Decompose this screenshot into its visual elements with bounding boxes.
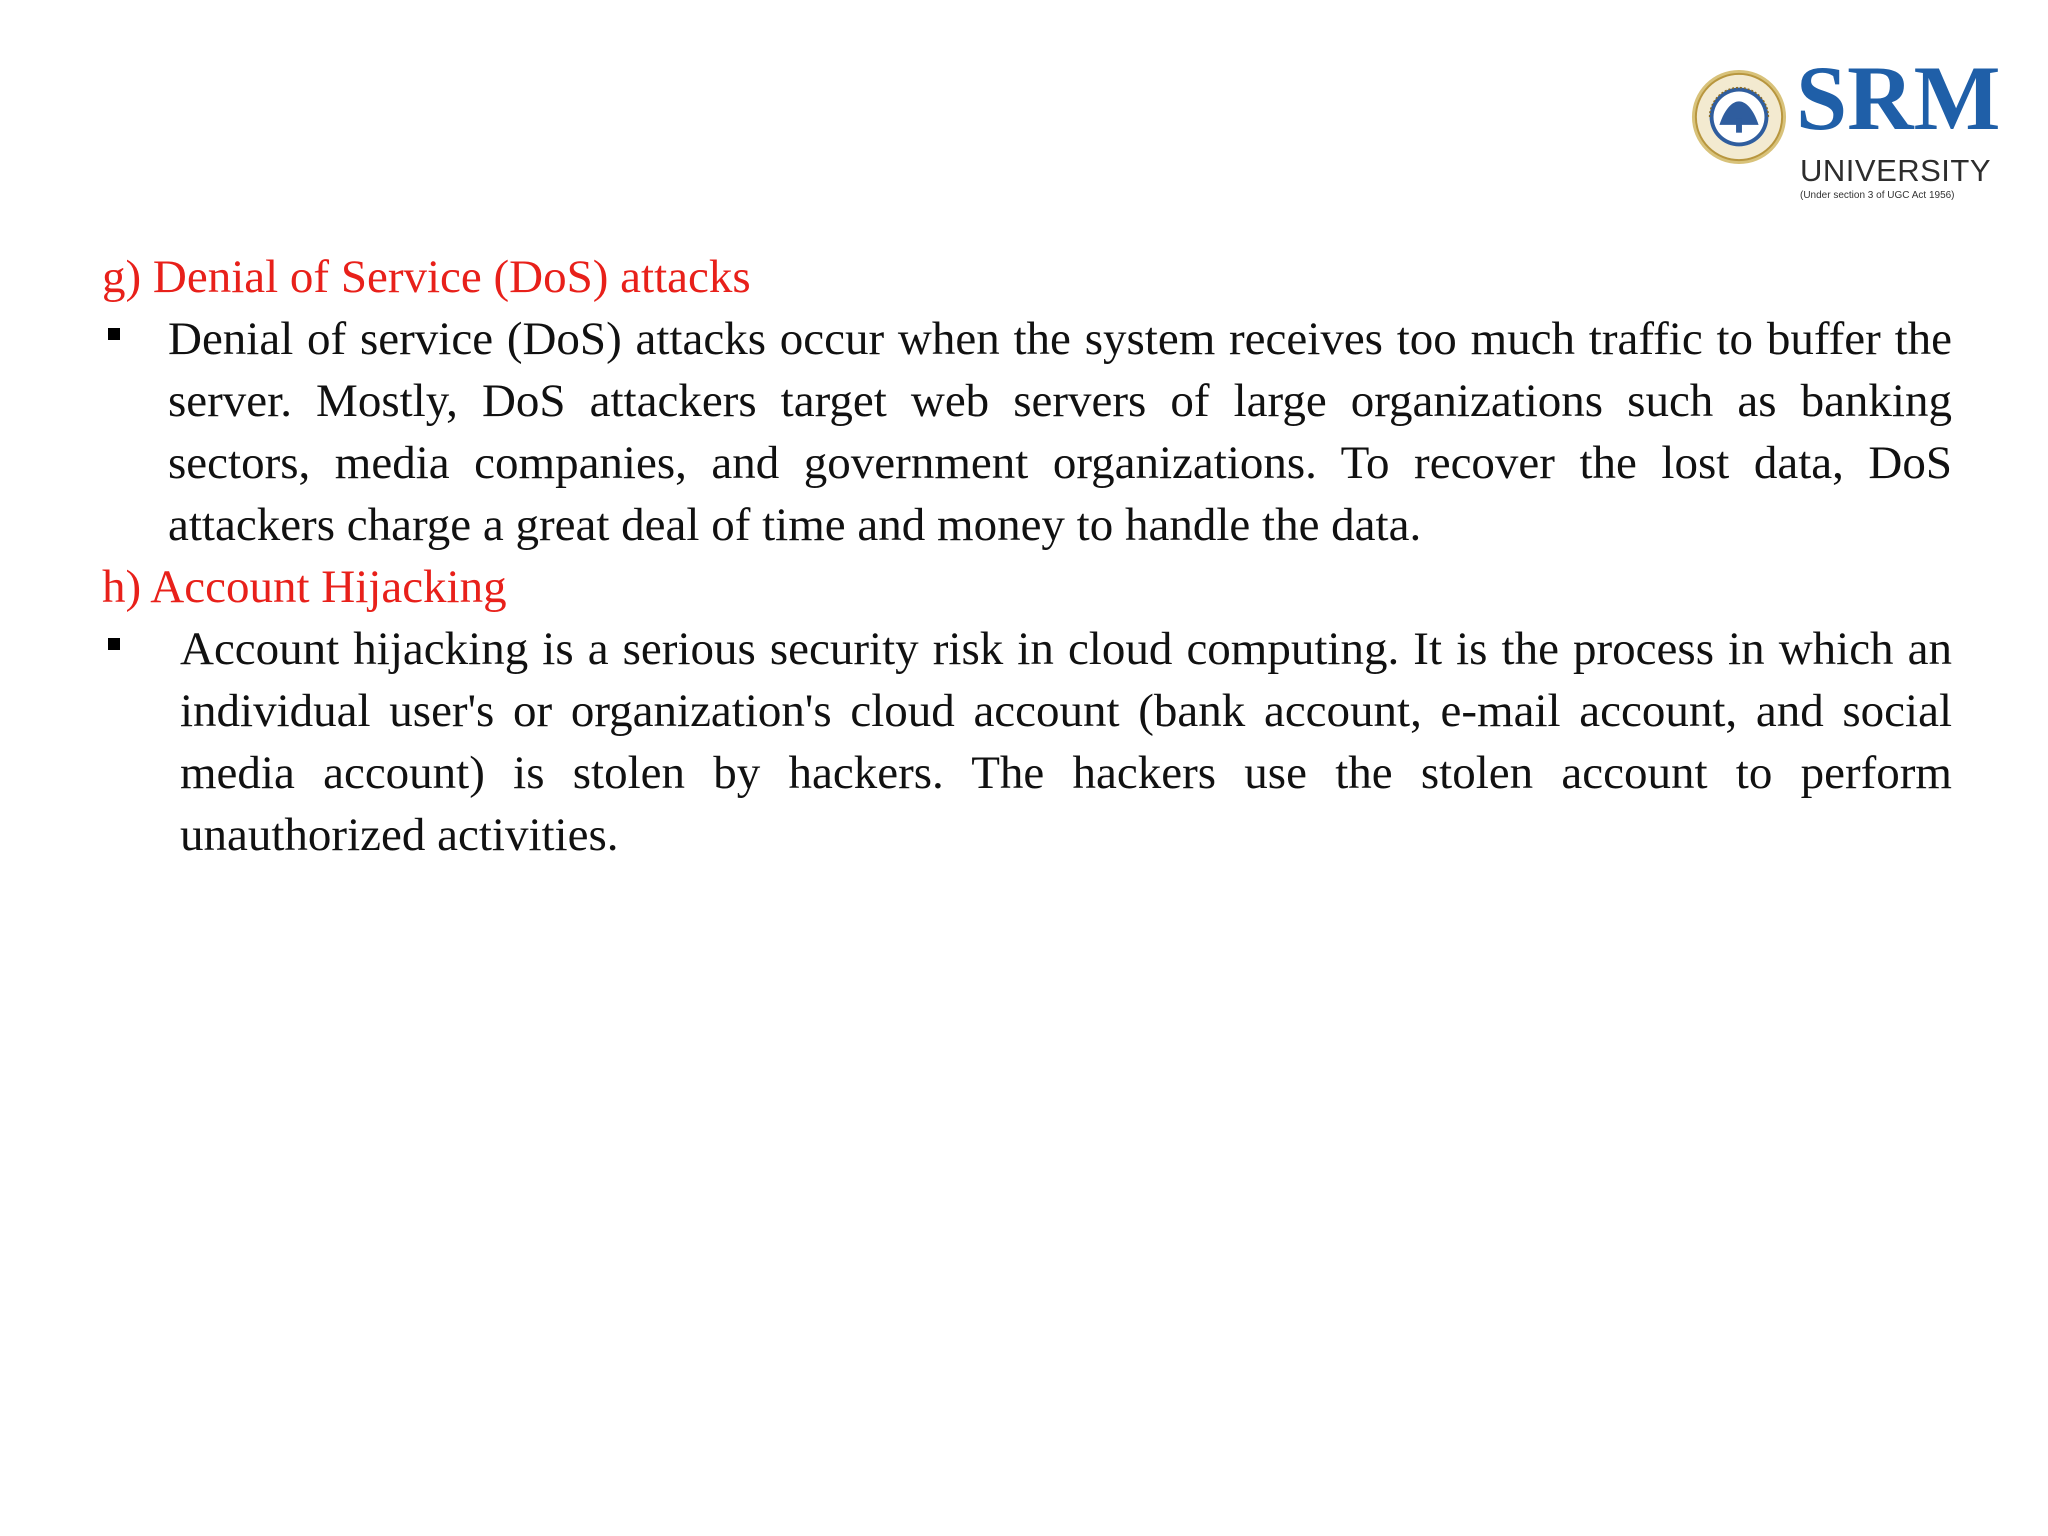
srm-university-logo	[1690, 47, 2001, 210]
bullet-dos-attacks	[102, 308, 1952, 556]
logo-subtitle: UNIVERSITY	[1800, 153, 1992, 188]
logo-note: (Under section 3 of UGC Act 1956)	[1800, 190, 1955, 201]
bullet-text-dos: Denial of service (DoS) attacks occur when the system receives too much traffic to buffer the server. Mostly, DoS attackers target web servers of large organizations such as banking sectors, media companies, and government organizations. To recover the lost data, DoS attackers charge a great deal of time and money to handle the data.	[168, 313, 1952, 551]
slide-content	[102, 246, 1952, 866]
heading-dos-attacks: g) Denial of Service (DoS) attacks	[102, 251, 751, 303]
heading-account-hijacking: h) Account Hijacking	[102, 561, 507, 613]
bullet-text-hijacking: Account hijacking is a serious security risk in cloud computing. It is the process in which an individual user's or organization's cloud account (bank account, e-mail account, and social media account) is stolen by hackers. The hackers use the stolen account to perform unauthorized activities.	[180, 623, 1952, 861]
square-bullet-icon	[108, 328, 120, 340]
bullet-account-hijacking	[102, 618, 1952, 866]
square-bullet-icon	[108, 638, 120, 650]
logo-brand: SRM	[1796, 47, 2001, 149]
university-seal-icon	[1690, 68, 1788, 166]
